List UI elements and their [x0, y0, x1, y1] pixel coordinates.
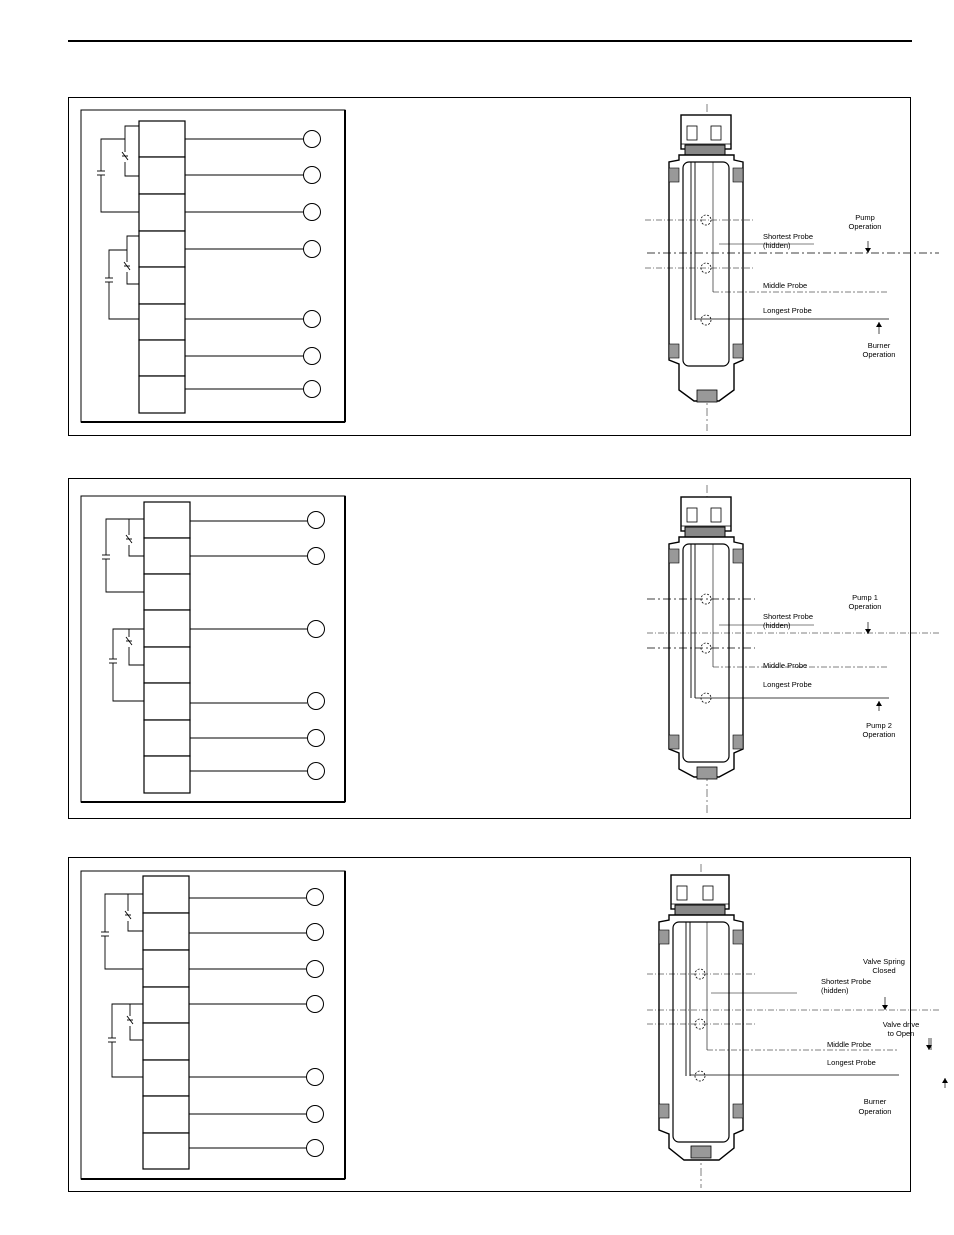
- panel-1: [68, 97, 911, 436]
- shortest-probe-hidden-label: (hidden): [763, 241, 791, 250]
- longest-probe-label: Longest Probe: [763, 306, 812, 315]
- upper-level-label-line2: Operation: [848, 602, 882, 611]
- relay-contact-1: [101, 894, 143, 969]
- sensor-drawing-1: [639, 98, 911, 435]
- wiring-diagram-3: [69, 858, 359, 1193]
- wiring-diagram-1: [69, 98, 359, 437]
- lower-level-label-line2: Operation: [862, 350, 896, 359]
- relay-contact-1: [97, 126, 139, 212]
- terminal-strip: [139, 121, 185, 413]
- terminal-strip: [144, 502, 190, 793]
- middle-probe-label: Middle Probe: [763, 661, 808, 670]
- middle-probe-label: Middle Probe: [827, 1040, 872, 1049]
- sensor-drawing-2: [639, 479, 911, 818]
- terminal-circles: [307, 889, 324, 1157]
- upper-level-label-line1: Pump 1: [852, 593, 878, 602]
- terminal-circles: [304, 131, 321, 398]
- mid-level-label-line1: Valve drive: [882, 1020, 920, 1029]
- relay-contact-2: [109, 629, 144, 701]
- panel-2: [68, 478, 911, 819]
- panel-3: [68, 857, 920, 1192]
- shortest-probe-hidden-label: (hidden): [821, 986, 849, 995]
- lower-level-label-line1: Burner: [863, 1097, 887, 1106]
- lower-level-label-line1: Burner: [867, 341, 891, 350]
- relay-contact-2: [105, 236, 139, 319]
- lower-level-label-line2: Operation: [862, 730, 896, 739]
- middle-probe-label: Middle Probe: [763, 281, 808, 290]
- upper-level-label-line1: Valve Spring: [863, 957, 905, 966]
- mid-level-label-line2: to Open: [887, 1029, 915, 1038]
- terminal-circles: [308, 512, 325, 780]
- shortest-probe-hidden-label: (hidden): [763, 621, 791, 630]
- shortest-probe-label: Shortest Probe: [821, 977, 872, 986]
- shortest-probe-label: Shortest Probe: [763, 612, 814, 621]
- upper-level-label-line1: Pump: [855, 213, 875, 222]
- relay-contact-1: [102, 519, 144, 592]
- upper-level-label-line2: Closed: [872, 966, 896, 975]
- shortest-probe-label: Shortest Probe: [763, 232, 814, 241]
- relay-contact-2: [108, 1004, 143, 1077]
- top-rule: [68, 40, 912, 42]
- longest-probe-label: Longest Probe: [827, 1058, 876, 1067]
- lower-level-label-line2: Operation: [858, 1107, 892, 1116]
- longest-probe-label: Longest Probe: [763, 680, 812, 689]
- terminal-strip: [143, 876, 189, 1169]
- upper-level-label-line2: Operation: [848, 222, 882, 231]
- wiring-diagram-2: [69, 479, 359, 820]
- sensor-drawing-3: [639, 858, 920, 1191]
- lower-level-label-line1: Pump 2: [866, 721, 892, 730]
